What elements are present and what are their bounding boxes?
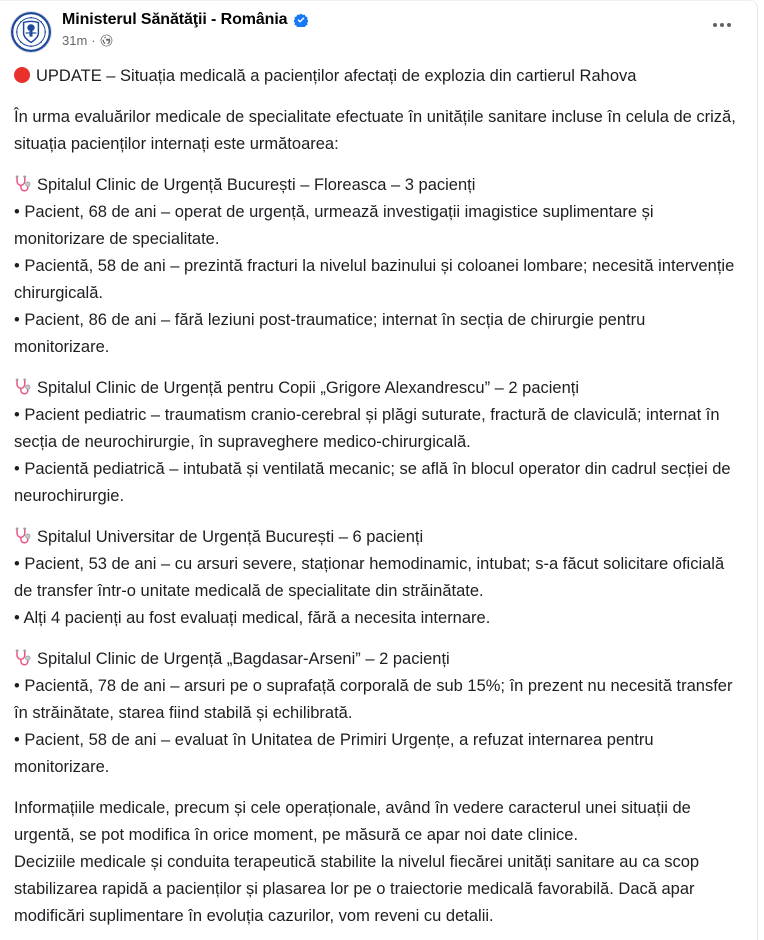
spacer <box>14 158 743 172</box>
stethoscope-icon <box>14 378 31 396</box>
patient-item: • Pacient, 86 de ani – fără leziuni post-traumatice; internat în secția de chirurgie pentru monitorizare. <box>14 311 646 356</box>
patient-item: • Pacient, 53 de ani – cu arsuri severe, staționar hemodinamic, intubat; s-a făcut solicitare oficială de transfer într-o unitate medicală de specialitate din străinătate. <box>14 555 725 600</box>
closing-paragraph: Informațiile medicale, precum și cele operaționale, având în vedere caracterul unei situații de urgentă, se pot modifica în orice moment, pe măsură ce apar noi date clinice. <box>14 799 696 844</box>
post-header <box>0 1 757 55</box>
spacer <box>14 361 743 375</box>
hospital-section-title-row <box>14 524 743 551</box>
spacer <box>14 90 743 104</box>
post-headline: UPDATE – Situația medicală a pacienților afectați de explozia din cartierul Rahova <box>36 67 637 85</box>
patient-item: • Pacient pediatric – traumatism cranio-cerebral și plăgi suturate, fractură de claviculă; internat în secția de neurochirurgie, în supraveghere medico-chirurgicală. <box>14 406 720 451</box>
patient-item: • Pacient, 58 de ani – evaluat în Unitatea de Primiri Urgențe, a refuzat internarea pentru monitorizare. <box>14 731 654 776</box>
page-name-row <box>62 10 308 30</box>
patient-item: • Pacient, 68 de ani – operat de urgență, urmează investigații imagistice suplimentare și monitorizare de specialitate. <box>14 203 654 248</box>
hospital-section-title-row <box>14 172 743 199</box>
post-options-button[interactable] <box>707 17 737 33</box>
hospital-title: Spitalul Universitar de Urgență București – 6 pacienți <box>37 528 424 546</box>
post-body <box>0 55 757 940</box>
dot <box>713 23 717 27</box>
stethoscope-icon <box>14 649 31 667</box>
patient-item: • Alți 4 pacienți au fost evaluați medical, fără a necesita internare. <box>14 609 491 627</box>
hospital-section-title-row <box>14 646 743 673</box>
hospital-title: Spitalul Clinic de Urgență București – Floreasca – 3 pacienți <box>37 176 476 194</box>
government-seal-icon <box>11 12 51 52</box>
patient-item: • Pacientă pediatrică – intubată și ventilată mecanic; se află în blocul operator din cadrul secției de neurochirurgie. <box>14 460 731 505</box>
headline-row <box>14 63 743 90</box>
post-author-block <box>62 9 308 49</box>
spacer <box>14 510 743 524</box>
stethoscope-icon <box>14 175 31 193</box>
spacer <box>14 781 743 795</box>
hospital-title: Spitalul Clinic de Urgență pentru Copii „Grigore Alexandrescu” – 2 pacienți <box>37 379 580 397</box>
meta-separator: · <box>91 33 96 48</box>
post-timestamp[interactable]: 31m <box>62 33 88 48</box>
page-name[interactable]: Ministerul Sănătăţii - România <box>62 11 288 28</box>
closing-paragraph: Deciziile medicale și conduita terapeutică stabilite la nivelul fiecărei unități sanitare au ca scop stabilizarea rapidă a pacienților și plasarea lor pe o traiectorie medicală favorabilă. Dacă apar modificări suplimentare în evoluția cazurilor, vom reveni cu detalii. <box>14 853 704 925</box>
verified-badge-icon <box>294 13 308 27</box>
post-intro: În urma evaluărilor medicale de specialitate efectuate în unitățile sanitare incluse în celula de criză, situația pacienților internați este următoarea: <box>14 108 741 153</box>
dot <box>727 23 731 27</box>
dot <box>720 23 724 27</box>
patient-item: • Pacientă, 78 de ani – arsuri pe o suprafață corporală de sub 15%; în prezent nu necesită transfer în străinătate, starea fiind stabilă și echilibrată. <box>14 677 733 722</box>
post-meta-row <box>62 32 308 49</box>
hospital-section-title-row <box>14 375 743 402</box>
spacer <box>14 632 743 646</box>
globe-icon[interactable] <box>100 34 113 47</box>
patient-item: • Pacientă, 58 de ani – prezintă fracturi la nivelul bazinului și coloanei lombare; necesită intervenție chirurgicală. <box>14 257 735 302</box>
stethoscope-icon <box>14 527 31 545</box>
hospital-title: Spitalul Clinic de Urgență „Bagdasar-Arseni” – 2 pacienți <box>37 650 450 668</box>
avatar[interactable] <box>10 11 52 53</box>
red-circle-icon <box>14 67 30 83</box>
